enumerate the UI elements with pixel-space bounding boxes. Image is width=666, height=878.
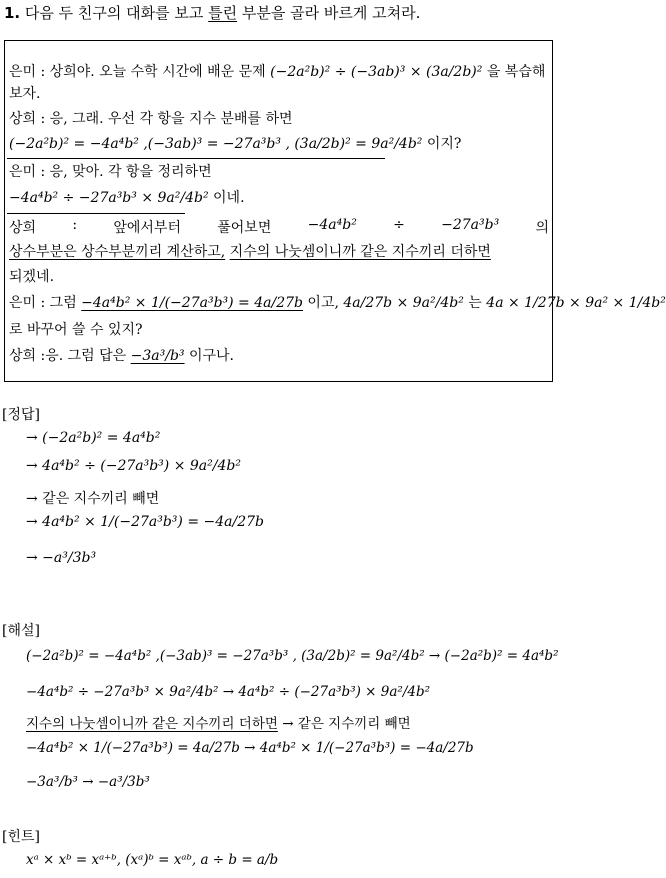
dialogue-line-11: 로 바꾸어 쓸 수 있지?: [9, 322, 143, 338]
dialogue-line10-math3: 4a × 1/27b × 9a² × 1/4b²: [486, 295, 666, 311]
dialogue-line12-math: −3a³/b³: [130, 348, 185, 364]
problem-title: [4, 2, 420, 23]
dialogue-line7-b: :: [72, 217, 78, 233]
dialogue-line1-math: (−2a²b)² ÷ (−3ab)³ × (3a/2b)²: [270, 64, 483, 80]
answer-step-1: → (−2a²b)² = 4a⁴b²: [26, 430, 161, 446]
hint-label: [힌트]: [2, 829, 40, 845]
explanation-row-1: (−2a²b)² = −4a⁴b² ,(−3ab)³ = −27a³b³ , (3a/2b)² = 9a²/4b² → (−2a²b)² = 4a⁴b²: [26, 648, 559, 664]
dialogue-line1-text: 은미 : 상희야. 오늘 수학 시간에 배운 문제: [9, 64, 271, 80]
dialogue-line10-math2: 4a/27b × 9a²/4b²: [343, 295, 464, 311]
explanation-row-3: [26, 712, 411, 732]
dialogue-line6-math: −4a⁴b² ÷ −27a³b³ × 9a²/4b²: [9, 190, 209, 206]
dialogue-line7-a: 상희: [9, 220, 37, 236]
explanation-row3-underlined: 지수의 나눗셈이니까 같은 지수끼리 더하면: [26, 716, 278, 732]
explanation-row-2: −4a⁴b² ÷ −27a³b³ × 9a²/4b² → 4a⁴b² ÷ (−27a³b³) × 9a²/4b²: [26, 684, 431, 700]
dialogue-line-2: 보자.: [9, 86, 41, 102]
dialogue-line-7: [9, 217, 549, 237]
dialogue-line4-math: (−2a²b)² = −4a⁴b² ,(−3ab)³ = −27a³b³ , (3a/2b)² = 9a²/4b²: [9, 136, 423, 152]
problem-text-after: 부분을 골라 바르게 고쳐라.: [237, 4, 421, 22]
dialogue-line7-h: 의: [535, 220, 549, 236]
problem-number: 1.: [4, 4, 21, 22]
dialogue-line-9: 되겠네.: [9, 269, 55, 285]
dialogue-line10-text: 은미 : 그럼: [9, 295, 82, 311]
dialogue-line7-e: −4a⁴b²: [307, 217, 357, 233]
explanation-row-4: −4a⁴b² × 1/(−27a³b³) = 4a/27b → 4a⁴b² × 1/(−27a³b³) = −4a/27b: [26, 740, 474, 756]
answer-step-4: → 4a⁴b² × 1/(−27a³b³) = −4a/27b: [26, 514, 264, 530]
dialogue-line10-math1: −4a⁴b² × 1/(−27a³b³) = 4a/27b: [81, 295, 303, 311]
dialogue-line1-end: 을 복습해: [482, 64, 546, 80]
answer-step-2: → 4a⁴b² ÷ (−27a³b³) × 9a²/4b²: [26, 458, 241, 474]
dialogue-line7-f: ÷: [393, 217, 405, 233]
dialogue-line-1: [9, 61, 545, 81]
answer-step-5: → −a³/3b³: [26, 550, 97, 566]
underline-rule-1: [7, 158, 385, 159]
dialogue-line-6: [9, 187, 245, 207]
dialogue-line8-b: 지수의 나눗셈이니까 같은 지수끼리 더하면: [229, 244, 491, 260]
dialogue-line7-c: 앞에서부터: [113, 220, 181, 236]
explanation-label: [해설]: [2, 623, 40, 639]
dialogue-line7-g: −27a³b³: [441, 217, 500, 233]
answer-label: [정답]: [2, 407, 40, 423]
dialogue-line10-mid: 이고,: [302, 295, 344, 311]
dialogue-line8-a: 상수부분은 상수부분끼리 계산하고,: [9, 244, 226, 260]
dialogue-line-12: [9, 345, 234, 365]
underline-rule-2: [7, 213, 185, 214]
answer-step-3: → 같은 지수끼리 빼면: [26, 491, 160, 507]
dialogue-line-3: 상희 : 응, 그래. 우선 각 항을 지수 분배를 하면: [9, 111, 293, 127]
dialogue-line12-end: 이구나.: [184, 348, 235, 364]
dialogue-line-10: [9, 292, 666, 312]
hint-formula: xᵃ × xᵇ = xᵃ⁺ᵇ, (xᵃ)ᵇ = xᵃᵇ, a ÷ b = a/b: [26, 852, 279, 868]
problem-text-before: 다음 두 친구의 대화를 보고: [24, 4, 209, 22]
dialogue-line-4: [9, 133, 461, 153]
dialogue-line10-mid2: 는: [463, 295, 487, 311]
dialogue-line-5: 은미 : 응, 맞아. 각 항을 정리하면: [9, 164, 212, 180]
dialogue-line12-text: 상희 :응. 그럼 답은: [9, 348, 131, 364]
dialogue-box: [4, 40, 666, 382]
dialogue-line7-d: 풀어보면: [217, 220, 272, 236]
dialogue-line4-end: 이지?: [422, 136, 462, 152]
dialogue-line6-end: 이네.: [208, 190, 245, 206]
problem-underlined: 틀린: [208, 4, 238, 22]
dialogue-line-8: [9, 241, 491, 261]
explanation-row-5: −3a³/b³ → −a³/3b³: [26, 774, 150, 790]
explanation-row3-rest: → 같은 지수끼리 빼면: [277, 716, 411, 732]
